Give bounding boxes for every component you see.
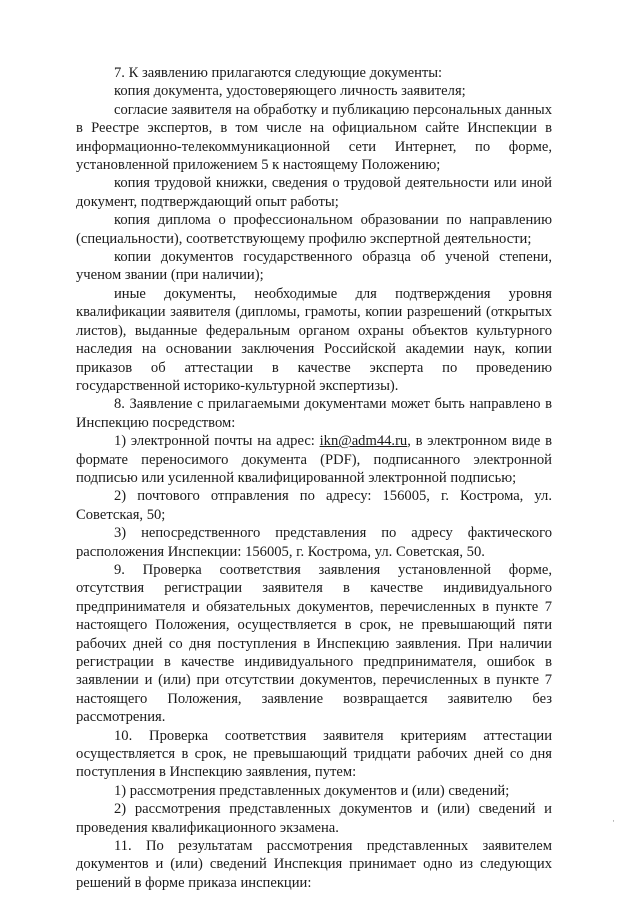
item-8-intro: 8. Заявление с прилагаемыми документами может быть направлено в Инспекцию посредством:	[76, 396, 552, 431]
item-8-post: 2) почтового отправления по адресу: 156005, г. Кострома, ул. Советская, 50;	[76, 488, 552, 523]
item-7-passport-copy: копия документа, удостоверяющего личность заявителя;	[114, 83, 466, 100]
scan-speck-mark: ·	[612, 816, 615, 826]
item-8-email-suffix: , в электронном виде в формате переносимого документа (PDF), подписанного электронной подписью или усиленной квалифицированной электронной подписью;	[76, 433, 552, 486]
item-7-work-record: копия трудовой книжки, сведения о трудовой деятельности или иной документ, подтверждающий опыт работы;	[76, 175, 552, 210]
item-9: 9. Проверка соответствия заявления установленной форме, отсутствия регистрации заявителя в качестве индивидуального предпринимателя и обязательных документов, перечисленных в пункте 7 настоящего Положения, осуществляется в срок, не превышающий пяти рабочих дней со дня поступления в Инспекцию заявления. При наличии регистрации в качестве индивидуального предпринимателя, ошибок в заявлении и (или) при отсутствии документов, перечисленных в пункте 7 настоящего Положения, заявление возвращается заявителю без рассмотрения.	[76, 561, 552, 726]
item-7-diploma: копия диплома о профессиональном образовании по направлению (специальности), соответствующему профилю экспертной деятельности;	[76, 212, 552, 247]
item-10-docs-review: 1) рассмотрения представленных документов и (или) сведений;	[114, 782, 510, 799]
item-7-degree: копии документов государственного образца об ученой степени, ученом звании (при наличии);	[76, 249, 552, 284]
item-8-email	[76, 432, 552, 487]
item-7-other-docs: иные документы, необходимые для подтверждения уровня квалификации заявителя (дипломы, грамоты, копии разрешений (открытых листов), выданные федеральным органом охраны объектов культурного наследия на основании заключения Российской академии наук, копии приказов об аттестации в качестве эксперта по проведению государственной историко-культурной экспертизы).	[76, 285, 552, 394]
item-8-email-prefix: 1) электронной почты на адрес:	[114, 433, 320, 450]
item-8-in-person: 3) непосредственного представления по адресу фактического расположения Инспекции: 156005, г. Кострома, ул. Советская, 50.	[76, 525, 552, 560]
item-7-consent: согласие заявителя на обработку и публикацию персональных данных в Реестре экспертов, в том числе на официальном сайте Инспекции в информационно-телекоммуникационной сети Интернет, по форме, установленной приложением 5 к настоящему Положению;	[76, 101, 552, 174]
item-10-docs-exam: 2) рассмотрения представленных документов и (или) сведений и проведения квалификационного экзамена.	[76, 801, 552, 836]
email-link[interactable]: ikn@adm44.ru	[319, 433, 408, 450]
item-11: 11. По результатам рассмотрения представленных заявителем документов и (или) сведений Инспекция принимает одно из следующих решений в форме приказа инспекции:	[76, 838, 552, 891]
item-10-intro: 10. Проверка соответствия заявителя критериям аттестации осуществляется в срок, не превышающий тридцати рабочих дней со дня поступления в Инспекцию заявления, путем:	[76, 727, 552, 781]
item-7-intro: 7. К заявлению прилагаются следующие документы:	[114, 65, 443, 81]
